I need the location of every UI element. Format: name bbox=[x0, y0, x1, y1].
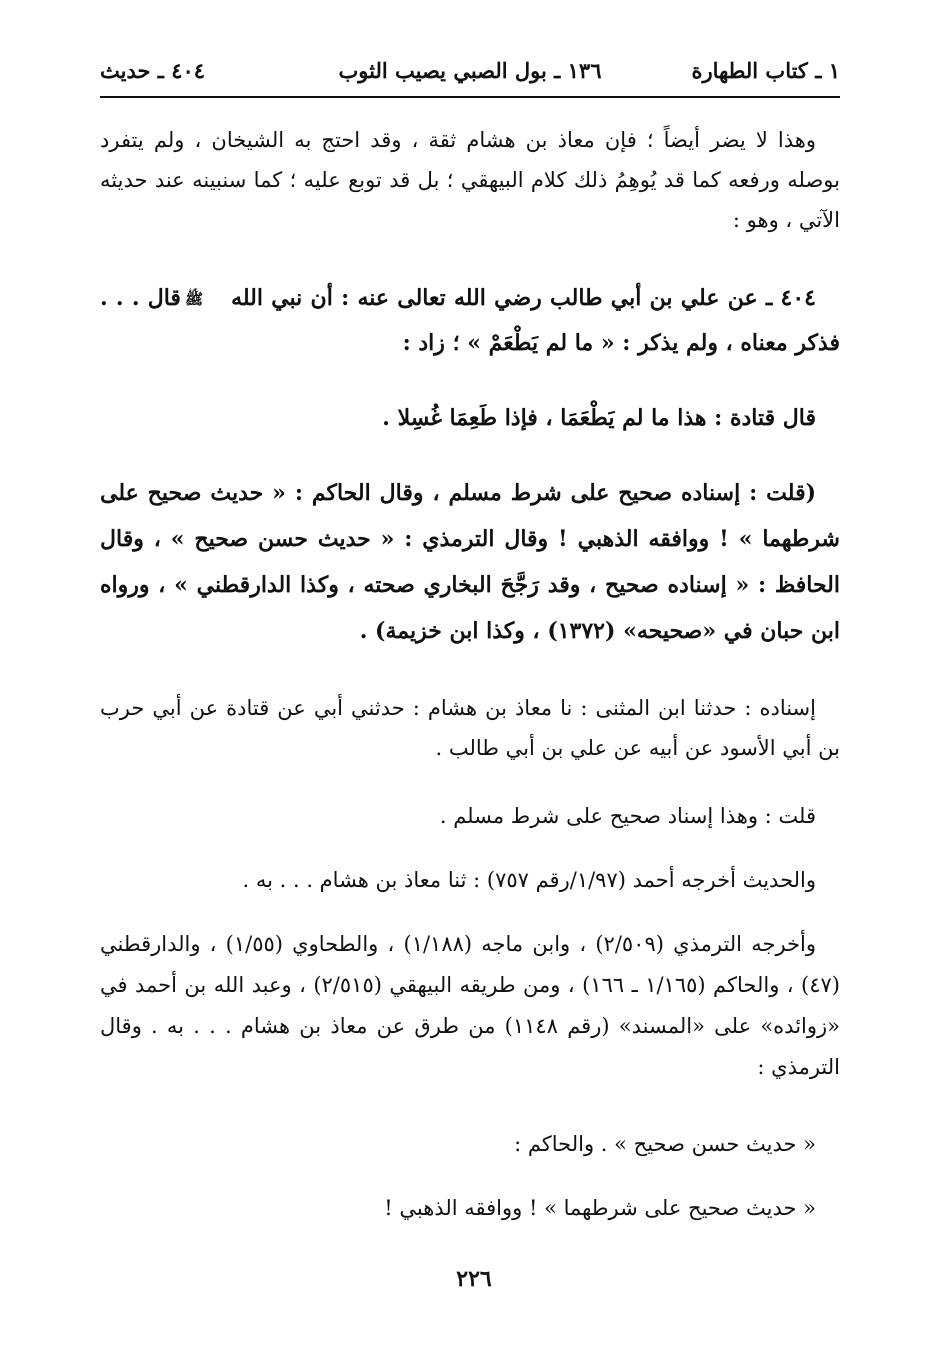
tirmidhi-quote: « حديث حسن صحيح » . والحاكم : bbox=[514, 1132, 816, 1156]
takhrij-block bbox=[100, 924, 840, 1088]
hakim-quote-block bbox=[100, 1188, 840, 1228]
header-section: ١٣٦ ـ بول الصبي يصيب الثوب bbox=[338, 58, 602, 83]
page-number: ٢٢٦ bbox=[456, 1266, 492, 1292]
hakim-quote: « حديث صحيح على شرطهما » ! ووافقه الذهبي ! bbox=[384, 1196, 816, 1220]
intro-paragraph-block bbox=[100, 120, 840, 240]
tirmidhi-quote-block bbox=[100, 1124, 840, 1164]
takhrij-paragraph: وأخرجه الترمذي (٢/٥٠٩) ، وابن ماجه (١/١٨٨) ، والطحاوي (١/٥٥) ، والدارقطني (٤٧) ، والحاكم (١/١٦٥ ـ ١٦٦) ، ومن طريقه البيهقي (٢/٥١٥) ، وعبد الله بن أحمد في «زوائده» على «المسند» (رقم ١١٤٨) من طرق عن معاذ بن هشام . . . به . وقال الترمذي : bbox=[100, 932, 840, 1079]
header-chapter: ١ ـ كتاب الطهارة bbox=[691, 58, 840, 83]
header-hadith-ref: ٤٠٤ ـ حديث bbox=[100, 58, 206, 83]
comment-block bbox=[100, 796, 840, 836]
hadith-continuation: قال . . . فذكر معناه ، ولم يذكر : « ما لم يَطْعَمْ » ؛ زاد : bbox=[100, 285, 840, 356]
isnad-paragraph: إسناده : حدثنا ابن المثنى : نا معاذ بن هشام : حدثني أبي عن قتادة عن أبي حرب بن أبي الأسود عن أبيه عن علي بن أبي طالب . bbox=[100, 696, 840, 760]
hadith-text bbox=[100, 276, 840, 365]
ahmad-paragraph: والحديث أخرجه أحمد (١/٩٧/رقم ٧٥٧) : ثنا معاذ بن هشام . . . به . bbox=[242, 868, 816, 892]
comment-paragraph: قلت : وهذا إسناد صحيح على شرط مسلم . bbox=[439, 804, 816, 828]
hadith-block bbox=[100, 276, 840, 365]
running-header bbox=[100, 52, 840, 98]
intro-paragraph: وهذا لا يضر أيضاً ؛ فإن معاذ بن هشام ثقة ، وقد احتج به الشيخان ، ولم يتفرد بوصله ورفعه كما قد يُوهِمُ ذلك كلام البيهقي ؛ بل قد توبع عليه ؛ كما سنبينه عند حديثه الآتي ، وهو : bbox=[100, 128, 840, 232]
verdict-paragraph: (قلت : إسناده صحيح على شرط مسلم ، وقال الحاكم : « حديث صحيح على شرطهما » ! ووافقه الذهبي ! وقال الترمذي : « حديث حسن صحيح » ، وقال الحافظ : « إسناده صحيح ، وقد رَجَّحَ البخاري صحته ، وكذا الدارقطني » ، ورواه ابن حبان في «صحيحه» (١٣٧٢) ، وكذا ابن خزيمة) . bbox=[100, 480, 840, 644]
isnad-block bbox=[100, 688, 840, 768]
salutation-mark: ﷺ bbox=[184, 290, 204, 308]
hadith-matn: ٤٠٤ ـ عن علي بن أبي طالب رضي الله تعالى عنه : أن نبي الله bbox=[231, 285, 816, 311]
qatada-addition: قال قتادة : هذا ما لم يَطْعَمَا ، فإذا طَعِمَا غُسِلا . bbox=[382, 405, 816, 431]
ahmad-block bbox=[100, 860, 840, 900]
verdict-block bbox=[100, 470, 840, 654]
qatada-block bbox=[100, 396, 840, 440]
